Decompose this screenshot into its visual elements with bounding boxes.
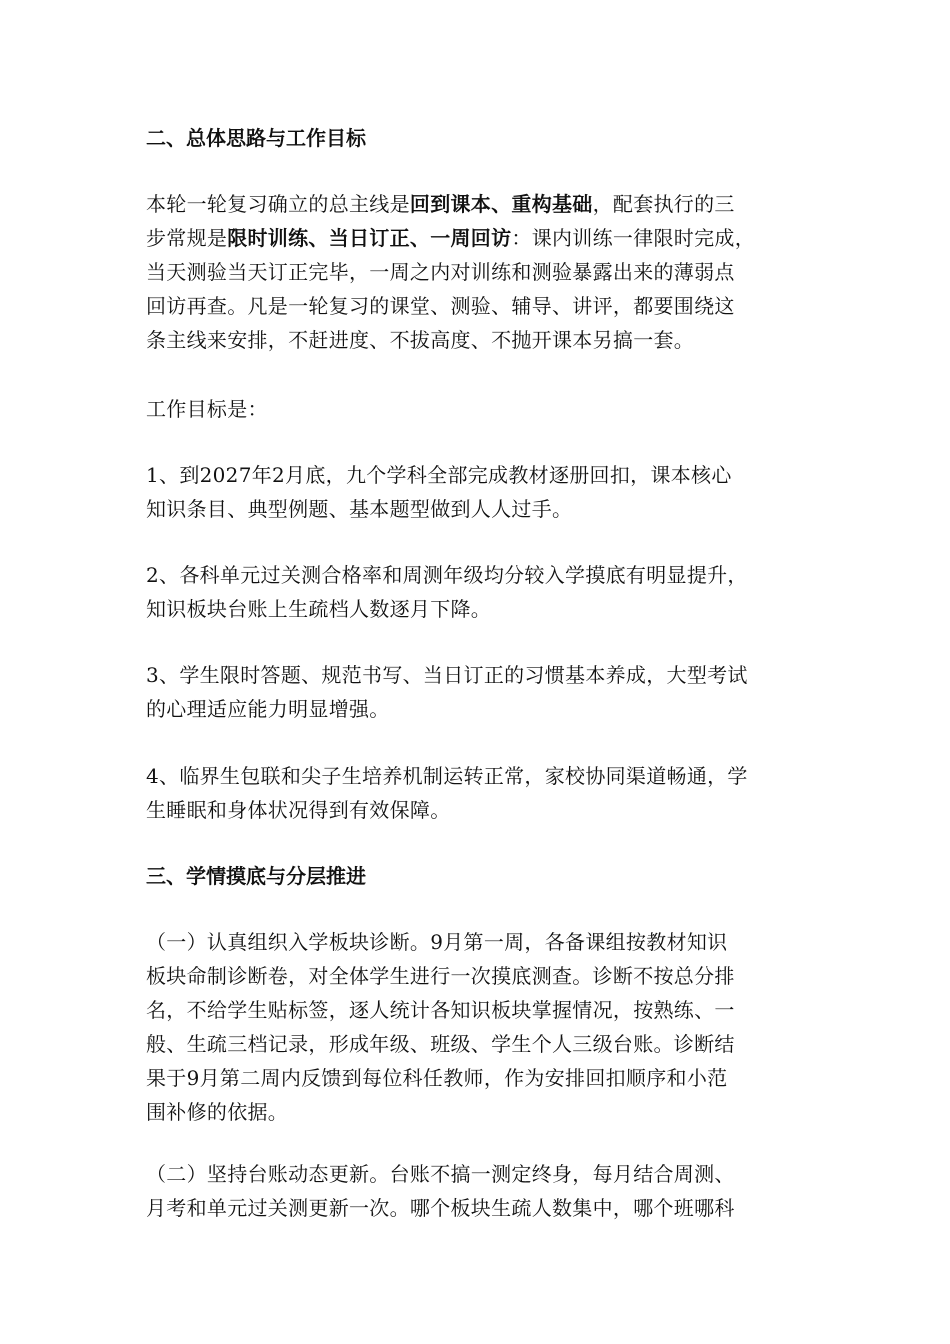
paragraph-line: 名，不给学生贴标签，逐人统计各知识板块掌握情况，按熟练、一 — [146, 998, 735, 1022]
intro-text: ，配套执行的三 — [592, 192, 735, 216]
intro-line-4: 回访再查。凡是一轮复习的课堂、测验、辅导、讲评，都要围绕这 — [146, 294, 735, 318]
intro-paragraph — [146, 187, 806, 357]
section-heading-2: 二、总体思路与工作目标 — [146, 126, 366, 150]
goal-line: 的心理适应能力明显增强。 — [146, 697, 390, 721]
paragraph-line: （一）认真组织入学板块诊断。9月第一周，各备课组按教材知识 — [146, 930, 728, 954]
intro-line-3: 当天测验当天订正完毕，一周之内对训练和测验暴露出来的薄弱点 — [146, 260, 735, 284]
paragraph-line: 月考和单元过关测更新一次。哪个板块生疏人数集中，哪个班哪科 — [146, 1196, 735, 1220]
paragraph-line: 板块命制诊断卷，对全体学生进行一次摸底测查。诊断不按总分排 — [146, 964, 735, 988]
intro-emphasis: 限时训练、当日订正、一周回访 — [227, 226, 512, 250]
paragraph-line: 围补修的依据。 — [146, 1100, 289, 1124]
paragraph-line: （二）坚持台账动态更新。台账不搞一测定终身，每月结合周测、 — [146, 1162, 735, 1186]
section3-paragraph-2 — [146, 1157, 806, 1225]
goal-item-2 — [146, 558, 806, 626]
goal-item-1 — [146, 458, 806, 526]
goal-item-4 — [146, 759, 806, 827]
intro-line-5: 条主线来安排，不赶进度、不拔高度、不抛开课本另搞一套。 — [146, 328, 695, 352]
goal-line: 3、学生限时答题、规范书写、当日订正的习惯基本养成，大型考试 — [146, 663, 748, 687]
intro-text: ：课内训练一律限时完成， — [511, 226, 756, 250]
goal-item-3 — [146, 658, 806, 726]
goals-label — [146, 392, 806, 426]
intro-line-1 — [146, 187, 806, 221]
goal-line: 知识条目、典型例题、基本题型做到人人过手。 — [146, 497, 573, 521]
paragraph-line: 果于9月第二周内反馈到每位科任教师，作为安排回扣顺序和小范 — [146, 1066, 728, 1090]
goal-line: 1、到2027年2月底，九个学科全部完成教材逐册回扣，课本核心 — [146, 463, 732, 487]
goal-line: 2、各科单元过关测合格率和周测年级均分较入学摸底有明显提升， — [146, 563, 748, 587]
intro-text: 步常规是 — [146, 226, 228, 250]
goal-line: 生睡眠和身体状况得到有效保障。 — [146, 798, 451, 822]
paragraph-line: 般、生疏三档记录，形成年级、班级、学生个人三级台账。诊断结 — [146, 1032, 735, 1056]
intro-text: 本轮一轮复习确立的总主线是 — [146, 192, 410, 216]
intro-emphasis: 回到课本、重构基础 — [409, 192, 593, 216]
section3-paragraph-1 — [146, 925, 806, 1129]
goal-line: 知识板块台账上生疏档人数逐月下降。 — [146, 597, 492, 621]
intro-line-2 — [146, 221, 806, 255]
section-heading-3: 三、学情摸底与分层推进 — [146, 864, 366, 888]
goals-label-text: 工作目标是： — [146, 397, 268, 421]
goal-line: 4、临界生包联和尖子生培养机制运转正常，家校协同渠道畅通，学 — [146, 764, 748, 788]
